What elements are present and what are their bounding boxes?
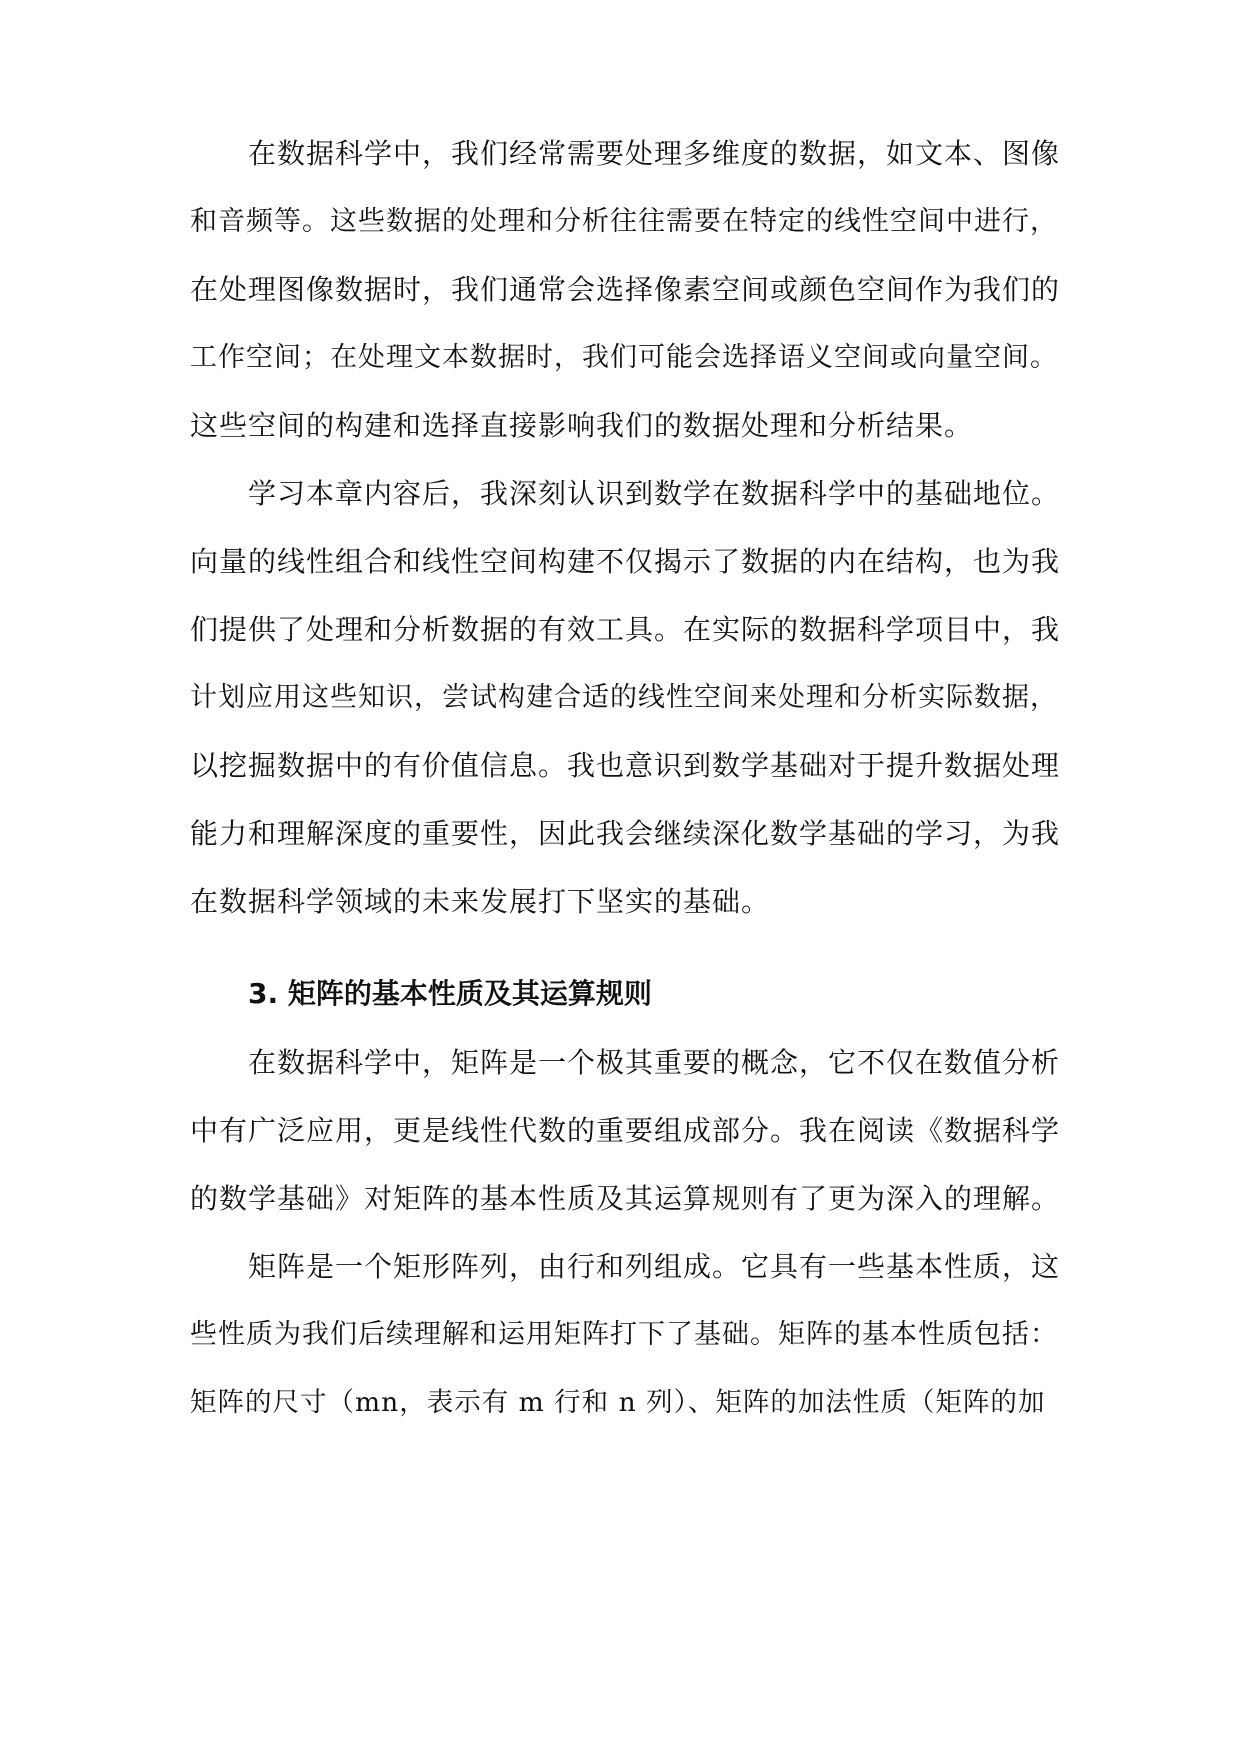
paragraph-1-line-3: 在处理图像数据时，我们通常会选择像素空间或颜色空间作为我们的 [190, 273, 1061, 306]
paragraph-2-line-6: 能力和理解深度的重要性，因此我会继续深化数学基础的学习，为我 [190, 817, 1061, 850]
paragraph-3-line-3: 的数学基础》对矩阵的基本性质及其运算规则有了更为深入的理解。 [190, 1182, 1061, 1215]
paragraph-1-line-5: 这些空间的构建和选择直接影响我们的数据处理和分析结果。 [190, 409, 974, 442]
paragraph-4-line-1: 矩阵是一个矩形阵列，由行和列组成。它具有一些基本性质，这 [248, 1250, 1061, 1283]
paragraph-2-line-3: 们提供了处理和分析数据的有效工具。在实际的数据科学项目中，我 [190, 613, 1061, 646]
paragraph-1-line-4: 工作空间；在处理文本数据时，我们可能会选择语义空间或向量空间。 [190, 342, 1058, 373]
paragraph-3-line-1: 在数据科学中，矩阵是一个极其重要的概念，它不仅在数值分析 [248, 1046, 1061, 1079]
paragraph-2-line-4: 计划应用这些知识，尝试构建合适的线性空间来处理和分析实际数据， [190, 682, 1058, 713]
paragraph-4-line-2: 些性质为我们后续理解和运用矩阵打下了基础。矩阵的基本性质包括： [190, 1319, 1058, 1350]
paragraph-4-line-3: 矩阵的尺寸（mn，表示有 m 行和 n 列）、矩阵的加法性质（矩阵的加 [190, 1387, 1046, 1418]
paragraph-2-line-5: 以挖掘数据中的有价值信息。我也意识到数学基础对于提升数据处理 [190, 749, 1061, 782]
paragraph-1-line-2: 和音频等。这些数据的处理和分析往往需要在特定的线性空间中进行， [190, 206, 1058, 237]
paragraph-2-line-1: 学习本章内容后，我深刻认识到数学在数据科学中的基础地位。 [248, 477, 1061, 510]
section-heading: 3. 矩阵的基本性质及其运算规则 [248, 977, 652, 1010]
paragraph-3-line-2: 中有广泛应用，更是线性代数的重要组成部分。我在阅读《数据科学 [190, 1114, 1061, 1147]
paragraph-2-line-7: 在数据科学领域的未来发展打下坚实的基础。 [190, 885, 771, 918]
paragraph-1-line-1: 在数据科学中，我们经常需要处理多维度的数据，如文本、图像 [248, 137, 1061, 170]
paragraph-2-line-2: 向量的线性组合和线性空间构建不仅揭示了数据的内在结构，也为我 [190, 545, 1061, 578]
